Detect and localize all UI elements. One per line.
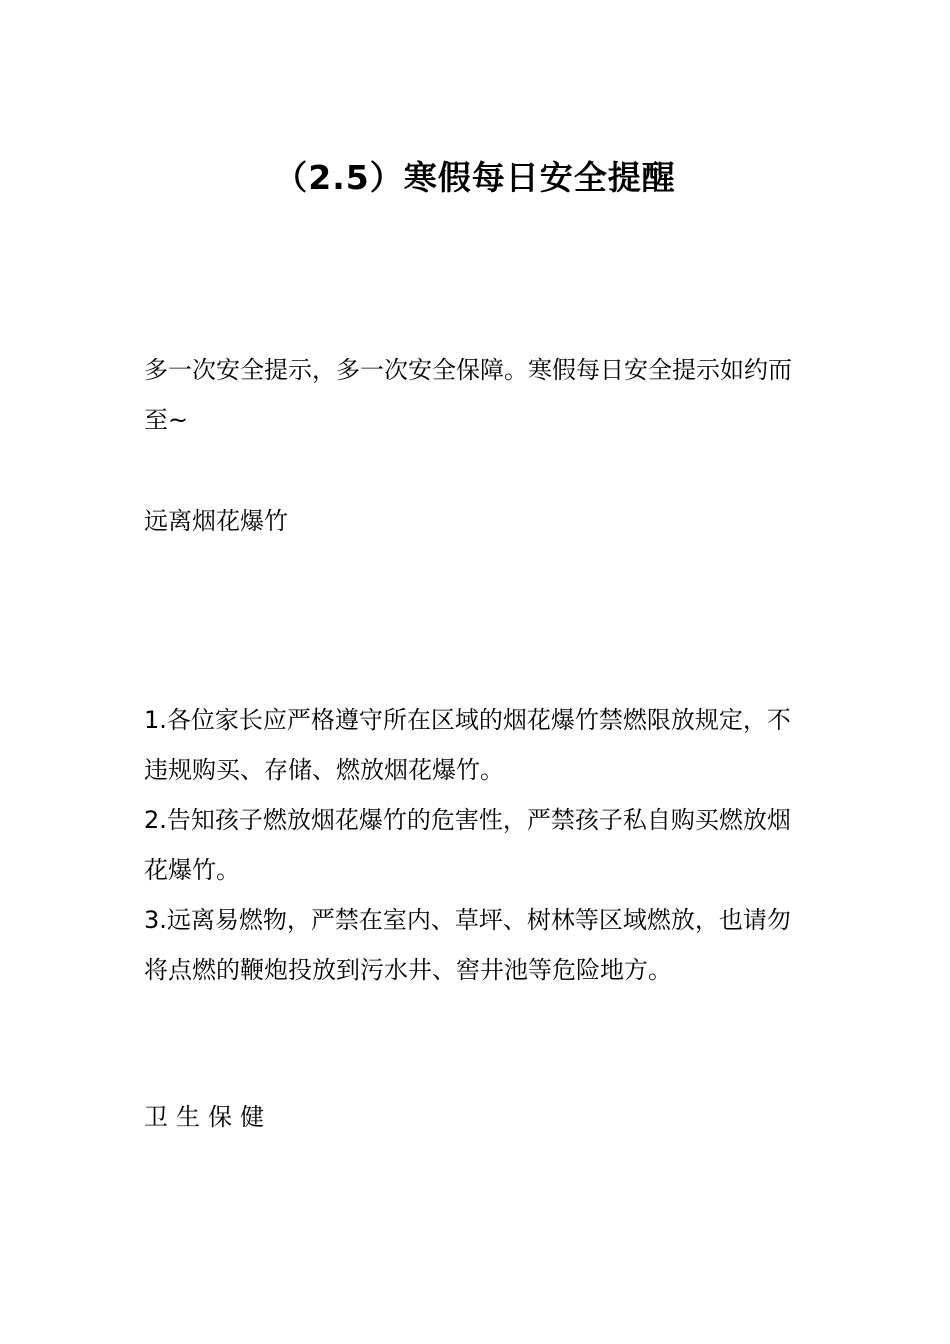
intro-paragraph: 多一次安全提示，多一次安全保障。寒假每日安全提示如约而至~ [144, 356, 792, 434]
list-item: 2.告知孩子燃放烟花爆竹的危害性，严禁孩子私自购买燃放烟花爆竹。 [144, 806, 791, 884]
list-item: 1.各位家长应严格遵守所在区域的烟花爆竹禁燃限放规定，不违规购买、存储、燃放烟花爆竹。 [144, 706, 791, 784]
section-heading-fireworks: 远离烟花爆竹 [144, 507, 288, 535]
section-heading-health: 卫生保健 [144, 1103, 272, 1131]
page-title: （2.5）寒假每日安全提醒 [274, 158, 676, 197]
list-item: 3.远离易燃物，严禁在室内、草坪、树林等区域燃放，也请勿将点燃的鞭炮投放到污水井、窖井池等危险地方。 [144, 906, 791, 984]
safety-list [144, 695, 814, 995]
